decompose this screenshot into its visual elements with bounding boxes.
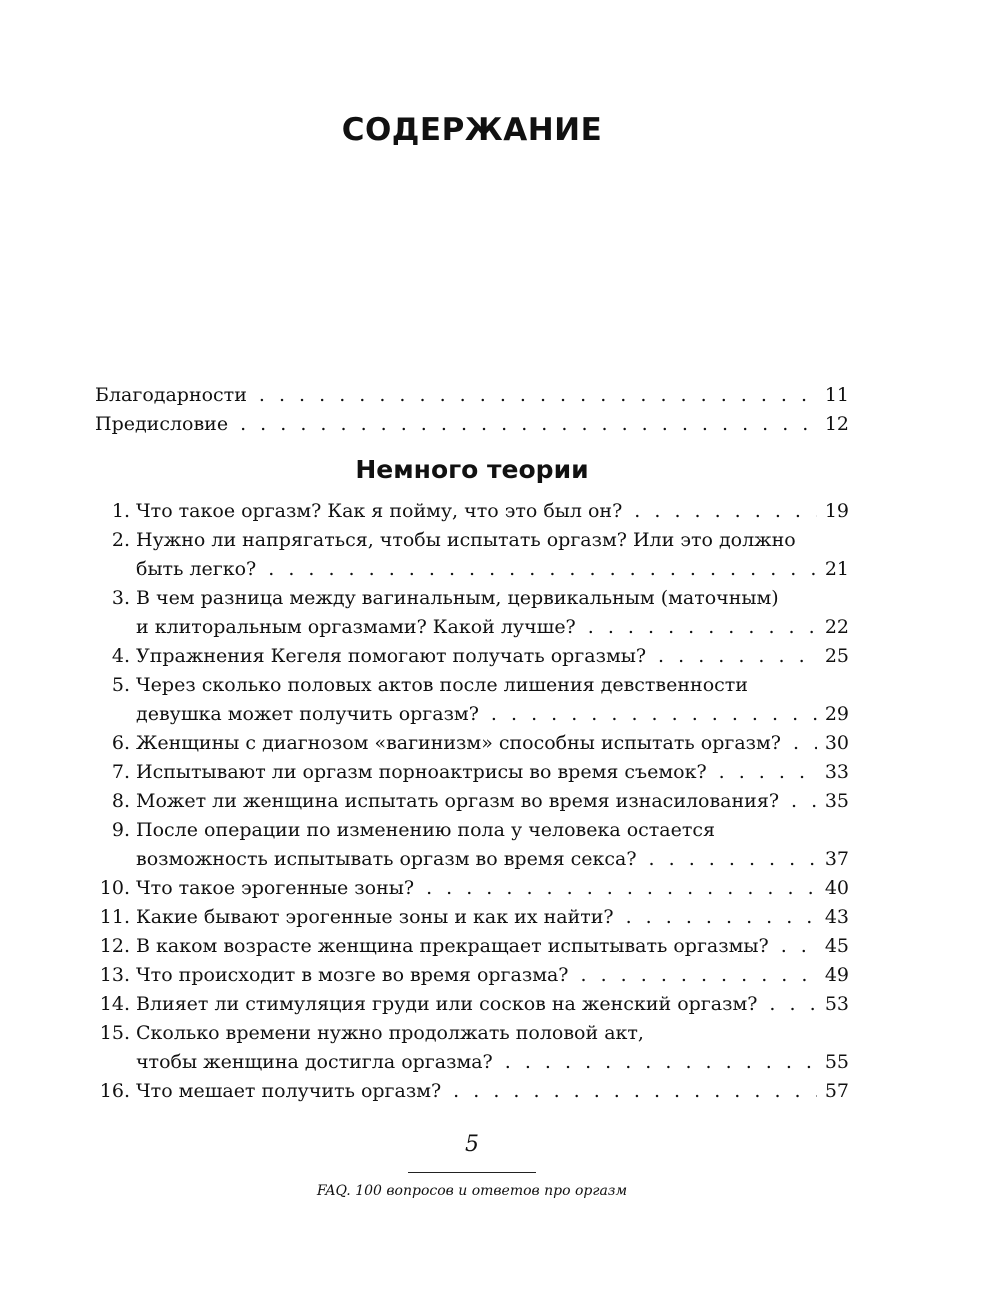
toc-entry-number: 10. [99,877,130,899]
dot-leader [781,932,817,961]
toc-entry-number: 15. [99,1022,130,1044]
dot-leader [769,990,816,1019]
dot-leader [240,410,817,439]
toc-entry-title: быть легко? [136,558,257,580]
toc-entry[interactable] [95,787,849,816]
dot-leader [426,874,817,903]
toc-entry-title: Что такое эрогенные зоны? [136,877,415,899]
toc-page-number: 40 [824,877,849,899]
toc-page-number: 12 [824,413,849,435]
toc-entry-preface[interactable] [95,410,849,439]
dot-leader [793,729,817,758]
dot-leader [626,903,817,932]
toc-page-number: 22 [824,616,849,638]
footer-divider [408,1172,536,1173]
page-number: 5 [465,1132,479,1157]
toc-page-number: 49 [824,964,849,986]
toc-entry-number: 8. [111,790,130,812]
toc-page-number: 37 [824,848,849,870]
toc-entry-title: Женщины с диагнозом «вагинизм» способны испытать оргазм? [136,732,781,754]
dot-leader [268,555,817,584]
dot-leader [634,497,817,526]
toc-entry[interactable] [95,584,849,642]
toc-item-list [95,497,849,1106]
dot-leader [453,1077,817,1106]
toc-entry-title: девушка может получить оргазм? [136,703,479,725]
toc-page-number: 29 [824,703,849,725]
dot-leader [588,613,817,642]
toc-entry-title-line: Через сколько половых актов после лишения девственности [136,674,748,696]
section-title: Немного теории [355,455,589,484]
toc-entry[interactable] [95,874,849,903]
toc-entry[interactable] [95,729,849,758]
toc-page-number: 30 [824,732,849,754]
toc-entry-number: 4. [111,645,130,667]
dot-leader [719,758,817,787]
toc-entry-title: В каком возрасте женщина прекращает испытывать оргазмы? [136,935,769,957]
toc-entry[interactable] [95,497,849,526]
dot-leader [581,961,817,990]
toc-entry-title-line: Нужно ли напрягаться, чтобы испытать оргазм? Или это должно [136,529,796,551]
toc-page-number: 33 [824,761,849,783]
toc-entry-title-line: Сколько времени нужно продолжать половой акт, [136,1022,644,1044]
toc-entry-title-line: В чем разница между вагинальным, цервикальным (маточным) [136,587,779,609]
toc-entry[interactable] [95,961,849,990]
toc-page-number: 35 [824,790,849,812]
toc-page-number: 45 [824,935,849,957]
table-of-contents [95,381,849,1106]
toc-page-number: 53 [824,993,849,1015]
toc-entry-number: 11. [99,906,130,928]
toc-entry-number: 1. [111,500,130,522]
toc-entry-title: Упражнения Кегеля помогают получать оргазмы? [136,645,647,667]
toc-entry-number: 6. [111,732,130,754]
toc-entry[interactable] [95,526,849,584]
toc-entry-title: Что мешает получить оргазм? [136,1080,442,1102]
dot-leader [791,787,817,816]
toc-entry-number: 9. [111,819,130,841]
dot-leader [259,381,817,410]
toc-entry-title: Что происходит в мозге во время оргазма? [136,964,569,986]
toc-entry-acknowledgements[interactable] [95,381,849,410]
dot-leader [505,1048,817,1077]
running-footer: FAQ. 100 вопросов и ответов про оргазм [316,1183,628,1199]
toc-entry-number: 13. [99,964,130,986]
toc-entry-title: Может ли женщина испытать оргазм во время изнасилования? [136,790,780,812]
toc-page-number: 11 [824,384,849,406]
toc-entry-number: 3. [111,587,130,609]
toc-page-number: 19 [824,500,849,522]
toc-entry-title: Влияет ли стимуляция груди или сосков на женский оргазм? [136,993,758,1015]
toc-entry-number: 2. [111,529,130,551]
dot-leader [658,642,817,671]
toc-entry-title: Предисловие [95,413,229,435]
toc-entry-title: возможность испытывать оргазм во время секса? [136,848,637,870]
toc-entry[interactable] [95,1019,849,1077]
toc-entry-title-line: После операции по изменению пола у человека остается [136,819,715,841]
page-title: СОДЕРЖАНИЕ [341,112,603,148]
toc-entry-title: Благодарности [95,384,247,406]
toc-entry-title: Испытывают ли оргазм порноактрисы во время съемок? [136,761,707,783]
toc-entry-number: 12. [99,935,130,957]
toc-entry[interactable] [95,758,849,787]
toc-page-number: 57 [824,1080,849,1102]
toc-entry[interactable] [95,990,849,1019]
toc-page-number: 55 [824,1051,849,1073]
toc-entry-number: 7. [111,761,130,783]
toc-entry-number: 5. [111,674,130,696]
toc-entry-title: и клиторальным оргазмами? Какой лучше? [136,616,576,638]
toc-entry[interactable] [95,1077,849,1106]
toc-entry[interactable] [95,932,849,961]
toc-entry[interactable] [95,903,849,932]
toc-entry-title: Что такое оргазм? Как я пойму, что это был он? [136,500,623,522]
toc-page-number: 21 [824,558,849,580]
dot-leader [649,845,817,874]
toc-page-number: 25 [824,645,849,667]
toc-page-number: 43 [824,906,849,928]
toc-entry-number: 16. [99,1080,130,1102]
toc-entry-number: 14. [99,993,130,1015]
toc-entry-title: чтобы женщина достигла оргазма? [136,1051,493,1073]
toc-entry-title: Какие бывают эрогенные зоны и как их найти? [136,906,614,928]
toc-entry[interactable] [95,671,849,729]
toc-entry[interactable] [95,816,849,874]
dot-leader [491,700,817,729]
toc-entry[interactable] [95,642,849,671]
